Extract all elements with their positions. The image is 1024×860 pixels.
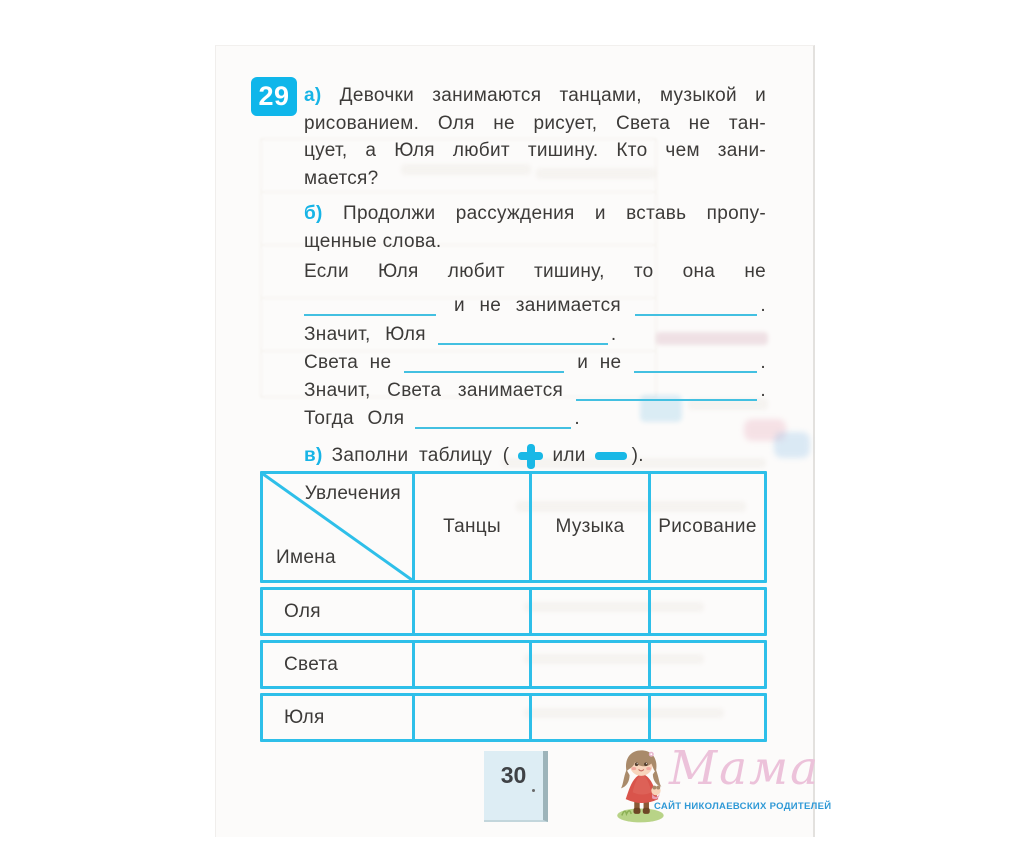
bleedthrough-ghost [774,432,810,458]
task-b-label: б) [304,203,323,224]
task-c-or: или [552,445,586,466]
blank-field[interactable] [634,351,757,373]
reasoning-text: Тогда Оля [304,408,405,429]
column-header-dances: Танцы [412,474,529,580]
table-cell[interactable] [529,643,648,686]
column-header-music: Музыка [529,474,648,580]
row-label: Юля [284,706,325,728]
task-c-text: Заполни таблицу ( [331,445,510,466]
task-b-text: Продолжи рассуждения и вставь пропу- [342,203,766,224]
table-row-olya [260,587,767,636]
table-cell[interactable] [529,696,648,739]
reasoning-text: Значит, Света занимается [304,380,564,401]
task-b-line [304,200,766,228]
cartoon-girl-icon [611,743,673,829]
table-cell[interactable] [412,696,529,739]
reasoning-text: Значит, Юля [304,324,426,345]
table-cell[interactable] [412,590,529,633]
table-cell[interactable] [529,590,648,633]
table-row-yulya [260,693,767,742]
table-corner-cell [263,474,412,580]
plus-icon [518,444,543,469]
period: . [610,324,617,345]
workbook-scan-page [215,45,832,837]
task-c-line [304,441,766,471]
table-cell[interactable] [648,643,764,686]
reasoning-text: и не [577,352,622,373]
blank-field[interactable] [404,351,564,373]
task-a-line [304,82,766,110]
task-a-line: рисованием. Оля не рисует, Света не тан- [304,112,766,134]
page-number-tab [484,751,548,822]
row-label: Света [284,653,339,675]
reasoning-line-6 [304,401,766,429]
period: . [574,408,580,429]
reasoning-line-3 [304,317,766,345]
table-header-row [260,471,767,583]
blank-field[interactable] [635,294,757,316]
task-a-line: мается? [304,167,379,189]
task-a-label: а) [304,85,322,106]
watermark-subtitle: САЙТ НИКОЛАЕВСКИХ РОДИТЕЛЕЙ [654,801,832,812]
column-header-drawing: Рисование [648,474,764,580]
task-number-badge: 29 [251,77,297,116]
blank-field[interactable] [415,407,571,429]
blank-field[interactable] [304,294,436,316]
task-c-close: ). [631,445,644,466]
reasoning-line-1: Если Юля любит тишину, то она не [304,261,766,282]
table-cell[interactable] [648,696,764,739]
period: . [760,295,766,316]
reasoning-line-2 [304,288,766,316]
minus-icon [595,452,627,460]
logic-table [260,471,767,742]
table-row-sveta [260,640,767,689]
task-b-line: щенные слова. [304,230,442,252]
reasoning-line-4 [304,345,766,373]
reasoning-text: и не занимается [454,295,621,316]
period: . [760,352,766,373]
blank-field[interactable] [576,379,757,401]
watermark-title: Мама [669,741,821,796]
scan-speck [532,789,535,792]
site-watermark [606,741,832,833]
table-cell[interactable] [648,590,764,633]
blank-field[interactable] [438,323,608,345]
task-a-line: цует, а Юля любит тишину. Кто чем зани- [304,140,766,161]
table-cell[interactable] [412,643,529,686]
reasoning-line-5 [304,373,766,401]
task-a-text: Девочки занимаются танцами, музыкой и [339,85,766,106]
task-c-label: в) [304,445,323,466]
page-number: 30 [500,762,527,788]
row-label: Оля [284,600,321,622]
period: . [760,380,766,401]
reasoning-text: Света не [304,352,392,373]
corner-label-names: Имена [276,547,336,568]
corner-label-hobbies: Увлечения [304,483,401,504]
